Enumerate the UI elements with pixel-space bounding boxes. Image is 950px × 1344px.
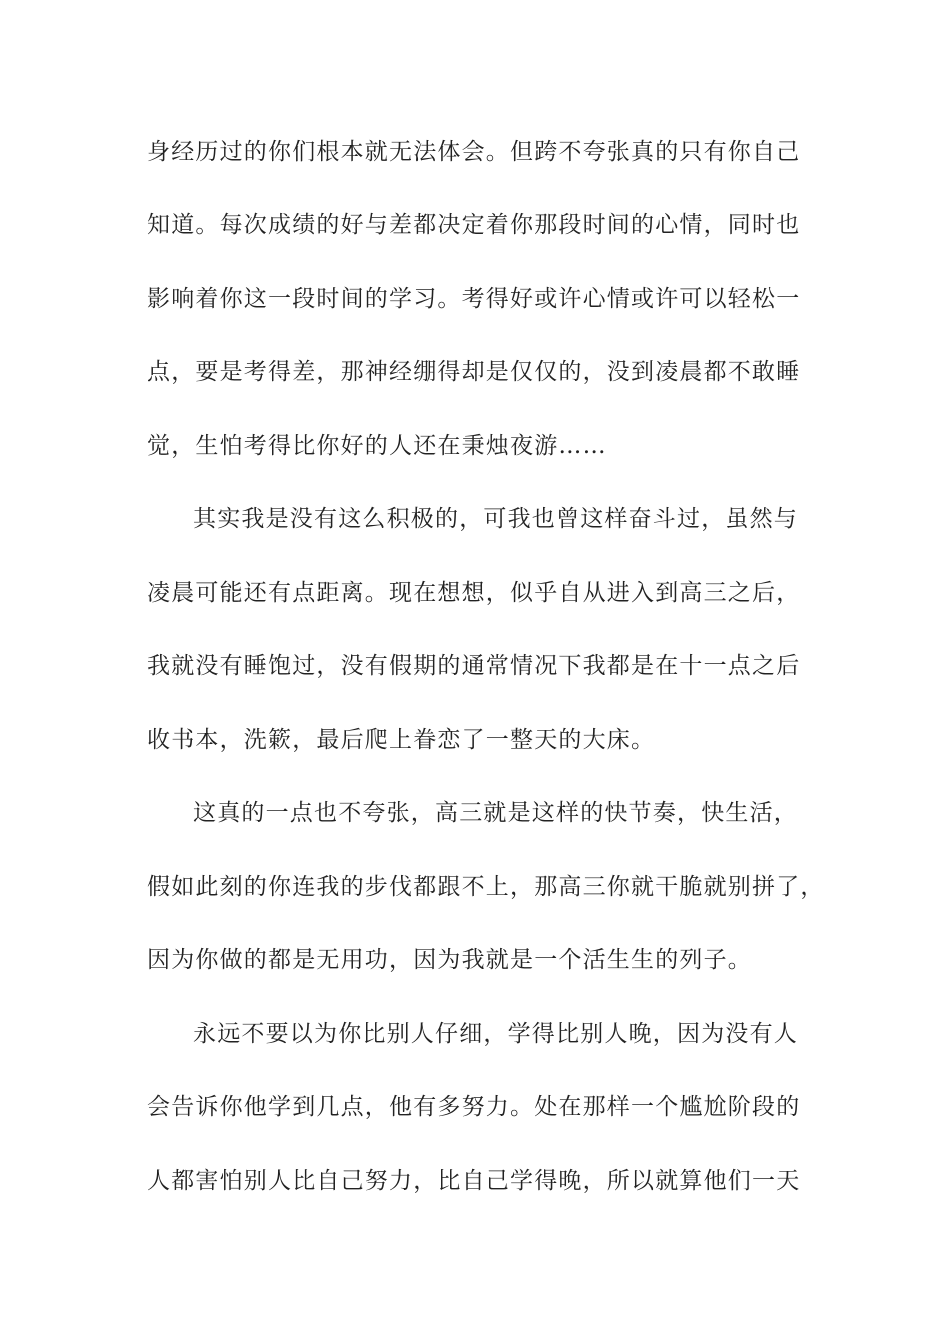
paragraph-first-line: 永远不要以为你比别人仔细，学得比别人晚，因为没有人 [193,1021,798,1047]
text-line: 假如此刻的你连我的步伐都跟不上，那高三你就干脆就别拼了， [147,874,825,900]
text-line: 收书本，洗簌，最后爬上眷恋了一整天的大床。 [147,727,656,753]
text-line: 人都害怕别人比自己努力，比自己学得晚，所以就算他们一天 [147,1168,801,1194]
text-line: 知道。每次成绩的好与差都决定着你那段时间的心情，同时也 [147,212,801,238]
paragraph-first-line: 其实我是没有这么积极的，可我也曾这样奋斗过，虽然与 [193,506,798,532]
text-line: 凌晨可能还有点距离。现在想想，似乎自从进入到高三之后， [147,580,801,606]
text-line: 身经历过的你们根本就无法体会。但跨不夸张真的只有你自己 [147,139,801,165]
text-line: 影响着你这一段时间的学习。考得好或许心情或许可以轻松一 [147,286,801,312]
text-line: 我就没有睡饱过，没有假期的通常情况下我都是在十一点之后 [147,653,801,679]
text-line: 因为你做的都是无用功，因为我就是一个活生生的列子。 [147,947,752,973]
text-line: 点，要是考得差，那神经绷得却是仅仅的，没到凌晨都不敢睡 [147,359,801,385]
text-line: 会告诉你他学到几点，他有多努力。处在那样一个尴尬阶段的 [147,1094,801,1120]
text-line: 觉，生怕考得比你好的人还在秉烛夜游…… [147,433,607,459]
paragraph-first-line: 这真的一点也不夸张，高三就是这样的快节奏，快生活， [193,800,798,826]
